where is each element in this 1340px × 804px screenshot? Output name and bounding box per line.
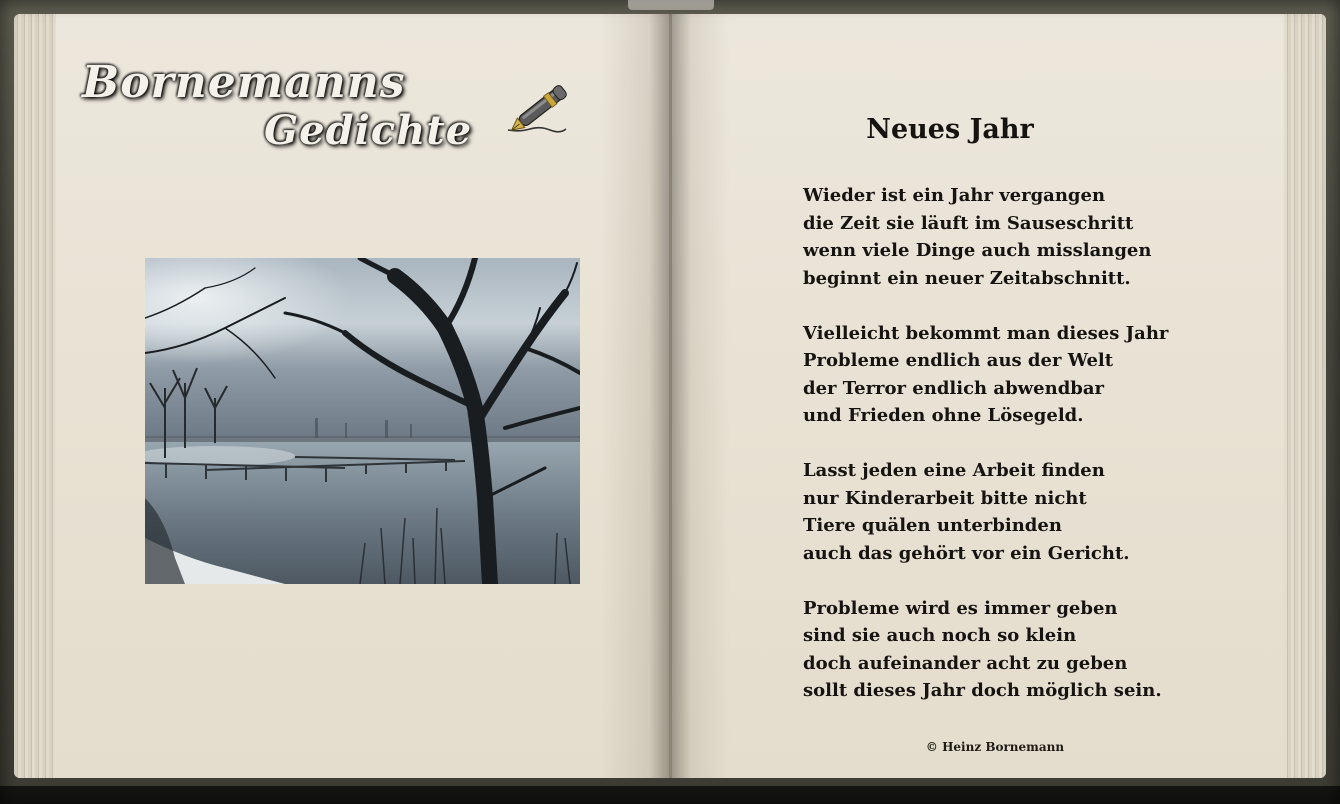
left-page-edges (14, 14, 56, 778)
poem-line: sind sie auch noch so klein (803, 625, 1077, 646)
copyright-notice: © Heinz Bornemann (925, 740, 1065, 754)
poem-line: Tiere quälen unterbinden (803, 515, 1062, 536)
poem-line: Wieder ist ein Jahr vergangen (803, 185, 1106, 206)
fountain-pen-icon (500, 74, 580, 140)
poem-line: wenn viele Dinge auch misslangen (803, 240, 1152, 261)
poem-line: beginnt ein neuer Zeitabschnitt. (803, 267, 1131, 289)
poem-line: Probleme wird es immer geben (803, 597, 1118, 619)
poem-stanza (803, 595, 1243, 705)
logo-subtitle: Gedichte (264, 107, 473, 154)
poem-line: doch aufeinander acht zu geben (803, 652, 1128, 674)
poem-stanza (803, 457, 1243, 567)
poem-body (803, 182, 1243, 732)
poem-line: Probleme endlich aus der Welt (803, 350, 1114, 371)
logo-title: Bornemanns (82, 57, 406, 108)
right-page-edges (1284, 14, 1326, 778)
book-spine (669, 14, 672, 778)
poem-line: Lasst jeden eine Arbeit finden (803, 460, 1105, 481)
site-logo[interactable] (82, 58, 472, 154)
spine-shadow-right (670, 14, 730, 778)
poem-line: der Terror endlich abwendbar (803, 377, 1105, 399)
poem-stanza (803, 182, 1243, 292)
poem-line: die Zeit sie läuft im Sauseschritt (803, 212, 1134, 234)
winter-lake-tree-photo (145, 258, 580, 584)
poem-line: sollt dieses Jahr doch möglich sein. (803, 680, 1162, 701)
poem-line: Vielleicht bekommt man dieses Jahr (803, 322, 1169, 344)
poem-line: nur Kinderarbeit bitte nicht (803, 487, 1087, 509)
book-bottom-edge (0, 786, 1340, 804)
spine-shadow-left (600, 14, 670, 778)
book-clasp (628, 0, 714, 10)
poem-line: auch das gehört vor ein Gericht. (803, 542, 1130, 564)
poem-title: Neues Jahr (866, 114, 1034, 145)
poem-line: und Frieden ohne Lösegeld. (803, 405, 1084, 426)
poem-stanza (803, 320, 1243, 430)
